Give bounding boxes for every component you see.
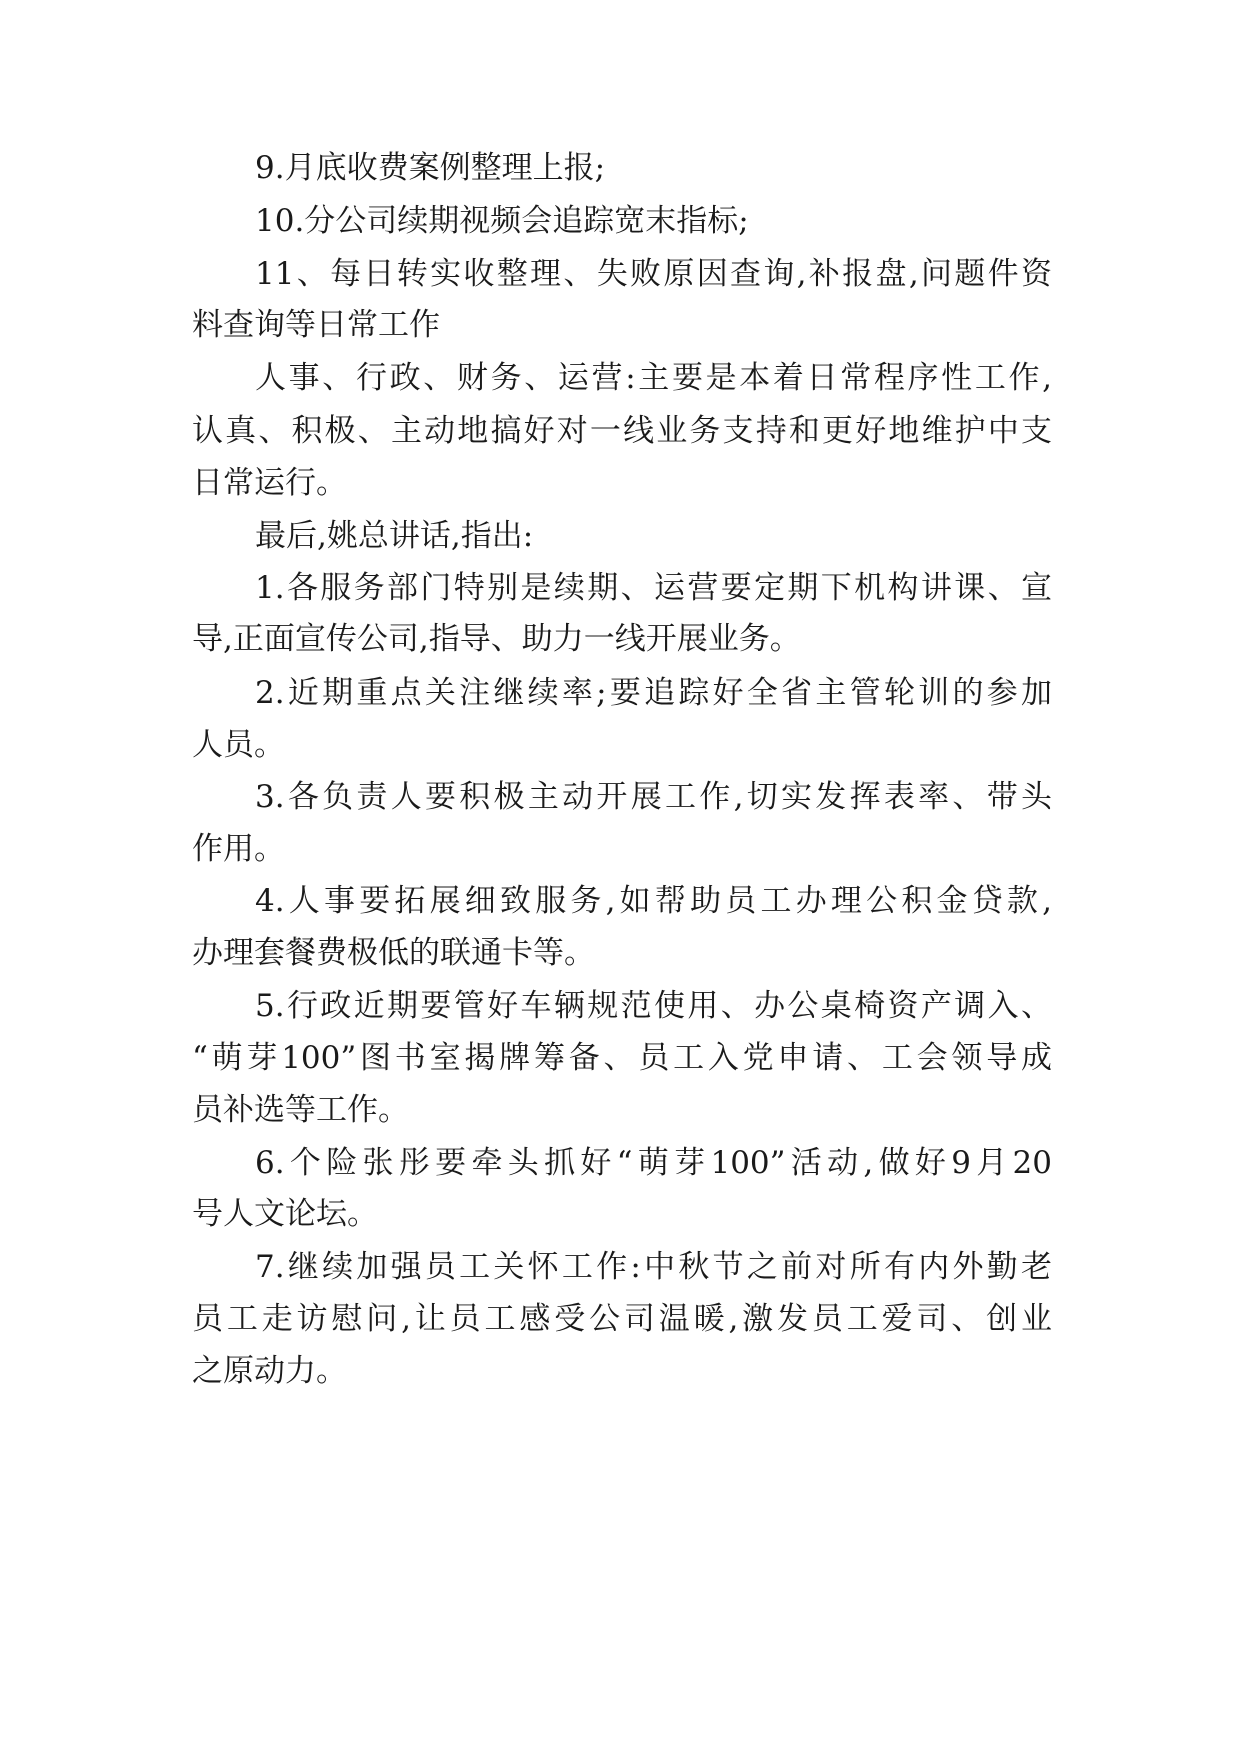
point-1-line-1: 1.各服务部门特别是续期、运营要定期下机构讲课、宣 xyxy=(255,570,1052,606)
point-4-line-1: 4.人事要拓展细致服务,如帮助员工办理公积金贷款, xyxy=(255,883,1052,919)
point-4-line-2: 办理套餐费极低的联通卡等。 xyxy=(192,935,595,971)
admin-paragraph-line-2: 认真、积极、主动地搞好对一线业务支持和更好地维护中支 xyxy=(192,413,1052,449)
point-1-line-2: 导,正面宣传公司,指导、助力一线开展业务。 xyxy=(192,621,801,657)
item-9: 9.月底收费案例整理上报; xyxy=(255,150,606,186)
point-5-line-2: “萌芽100”图书室揭牌筹备、员工入党申请、工会领导成 xyxy=(192,1040,1052,1076)
point-7-line-1: 7.继续加强员工关怀工作:中秋节之前对所有内外勤老 xyxy=(255,1249,1052,1285)
point-5-line-1: 5.行政近期要管好车辆规范使用、办公桌椅资产调入、 xyxy=(255,988,1052,1024)
point-3-line-2: 作用。 xyxy=(192,831,285,867)
point-2-line-2: 人员。 xyxy=(192,727,285,763)
item-11-line-2: 料查询等日常工作 xyxy=(192,307,440,343)
point-5-line-3: 员补选等工作。 xyxy=(192,1092,409,1128)
item-11-line-1: 11、每日转实收整理、失败原因查询,补报盘,问题件资 xyxy=(255,256,1052,292)
admin-paragraph-line-3: 日常运行。 xyxy=(192,465,347,501)
admin-paragraph-line-1: 人事、行政、财务、运营:主要是本着日常程序性工作, xyxy=(255,360,1052,396)
point-3-line-1: 3.各负责人要积极主动开展工作,切实发挥表率、带头 xyxy=(255,779,1052,815)
point-6-line-2: 号人文论坛。 xyxy=(192,1196,378,1232)
point-7-line-3: 之原动力。 xyxy=(192,1353,347,1389)
point-2-line-1: 2.近期重点关注继续率;要追踪好全省主管轮训的参加 xyxy=(255,675,1052,711)
item-10: 10.分公司续期视频会追踪宽末指标; xyxy=(255,203,749,239)
point-6-line-1: 6.个险张彤要牵头抓好“萌芽100”活动,做好9月20 xyxy=(255,1145,1052,1181)
speech-intro: 最后,姚总讲话,指出: xyxy=(255,518,534,554)
point-7-line-2: 员工走访慰问,让员工感受公司温暖,激发员工爱司、创业 xyxy=(192,1301,1052,1337)
